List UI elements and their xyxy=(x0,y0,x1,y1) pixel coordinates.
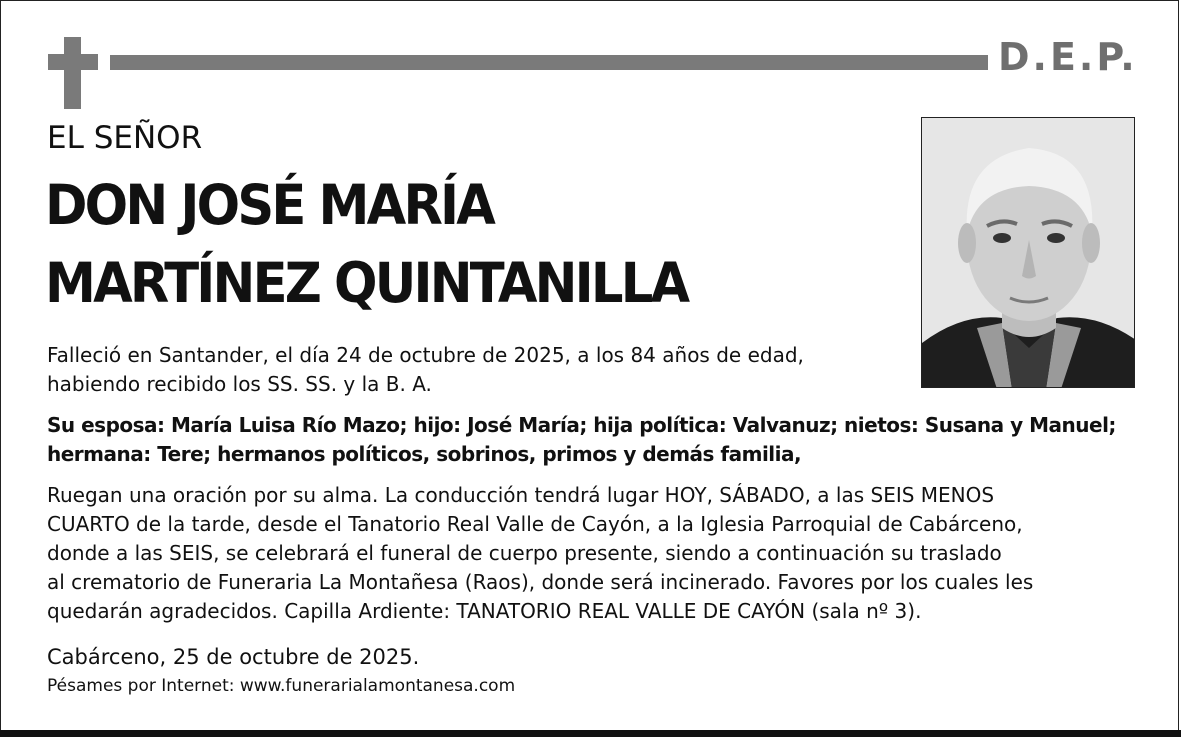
bottom-border xyxy=(0,730,1181,737)
cross-icon xyxy=(48,37,98,109)
family-line-1: Su esposa: María Luisa Río Mazo; hijo: José María; hija política: Valvanuz; nietos: Susana y Manuel; xyxy=(47,413,1116,437)
family-line-2: hermana: Tere; hermanos políticos, sobrinos, primos y demás familia, xyxy=(47,442,802,466)
death-line-2: habiendo recibido los SS. SS. y la B. A. xyxy=(47,372,432,396)
body-line-5: quedarán agradecidos. Capilla Ardiente: TANATORIO REAL VALLE DE CAYÓN (sala nº 3). xyxy=(47,599,922,623)
death-line-1: Falleció en Santander, el día 24 de octubre de 2025, a los 84 años de edad, xyxy=(47,343,804,367)
name-line-1: DON JOSÉ MARÍA xyxy=(45,173,494,237)
header-rule xyxy=(110,55,988,70)
condolences-line: Pésames por Internet: www.funerarialamontanesa.com xyxy=(47,676,516,696)
family-list xyxy=(47,411,1116,469)
body-line-2: CUARTO de la tarde, desde el Tanatorio Real Valle de Cayón, a la Iglesia Parroquial de Cabárceno, xyxy=(47,512,1023,536)
ceremony-info xyxy=(47,481,1033,626)
dep-label: D.E.P. xyxy=(998,35,1138,79)
body-line-3: donde a las SEIS, se celebrará el funeral de cuerpo presente, siendo a continuación su traslado xyxy=(47,541,1002,565)
body-line-4: al crematorio de Funeraria La Montañesa (Raos), donde será incinerado. Favores por los cuales les xyxy=(47,570,1034,594)
body-line-1: Ruegan una oración por su alma. La conducción tendrá lugar HOY, SÁBADO, a las SEIS MENOS xyxy=(47,483,995,507)
death-info xyxy=(47,341,804,399)
place-date: Cabárceno, 25 de octubre de 2025. xyxy=(47,645,420,669)
title-prefix: EL SEÑOR xyxy=(47,120,203,156)
portrait-photo xyxy=(921,117,1135,388)
deceased-name xyxy=(45,166,687,322)
name-line-2: MARTÍNEZ QUINTANILLA xyxy=(45,251,688,315)
